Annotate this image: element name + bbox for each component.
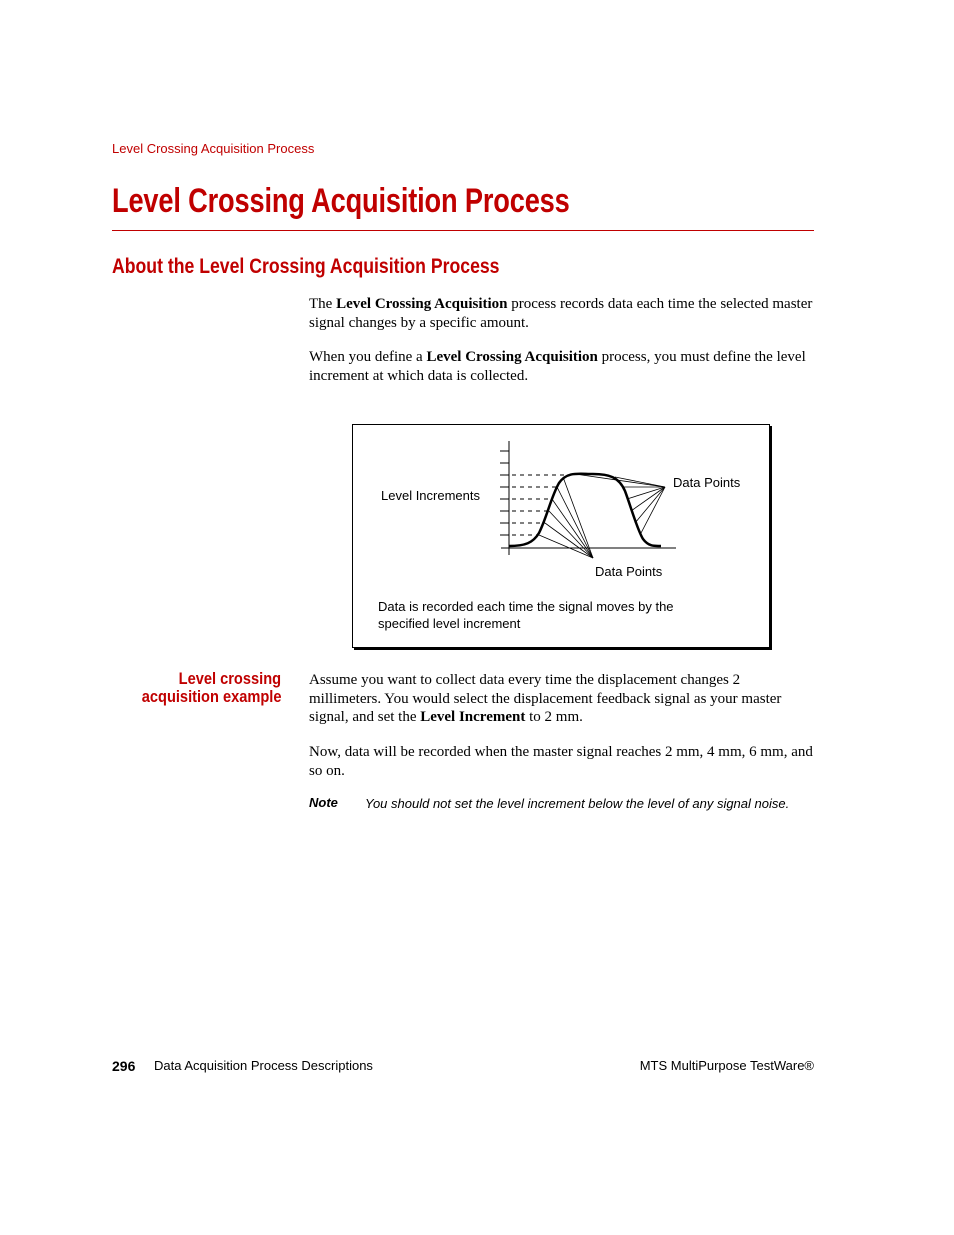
page-number: 296 [112, 1058, 136, 1074]
section-heading: About the Level Crossing Acquisition Process [112, 255, 500, 278]
intro-paragraph-2: When you define a Level Crossing Acquisition process, you must define the level increment at which data is collected. [309, 349, 806, 384]
page-title: Level Crossing Acquisition Process [112, 182, 570, 220]
level-crossing-figure [352, 424, 770, 648]
note-label: Note [309, 795, 338, 810]
bottom-leader-lines [539, 477, 593, 558]
running-header: Level Crossing Acquisition Process [112, 141, 315, 156]
side-heading: Level crossing acquisition example [141, 669, 281, 706]
data-points-label-top: Data Points [673, 475, 741, 490]
title-rule [112, 230, 814, 231]
intro-paragraph-1: The Level Crossing Acquisition process records data each time the selected master signal changes by a specific amount. [309, 296, 813, 331]
footer-section-name: Data Acquisition Process Descriptions [154, 1058, 373, 1073]
level-ticks [500, 451, 509, 535]
example-paragraph-2: Now, data will be recorded when the master signal reaches 2 mm, 4 mm, 6 mm, and so on. [309, 744, 813, 779]
example-paragraph-1: Assume you want to collect data every time the displacement changes 2 millimeters. You would select the displacement feedback signal as your master signal, and set the Level Increment to 2 mm. [309, 672, 782, 725]
data-points-label-bottom: Data Points [595, 564, 663, 579]
footer-product-name: MTS MultiPurpose TestWare® [639, 1058, 814, 1073]
figure-caption: Data is recorded each time the signal moves by the specified level increment [378, 599, 674, 631]
level-increments-label: Level Increments [381, 488, 480, 503]
note-text: You should not set the level increment below the level of any signal noise. [365, 796, 790, 811]
